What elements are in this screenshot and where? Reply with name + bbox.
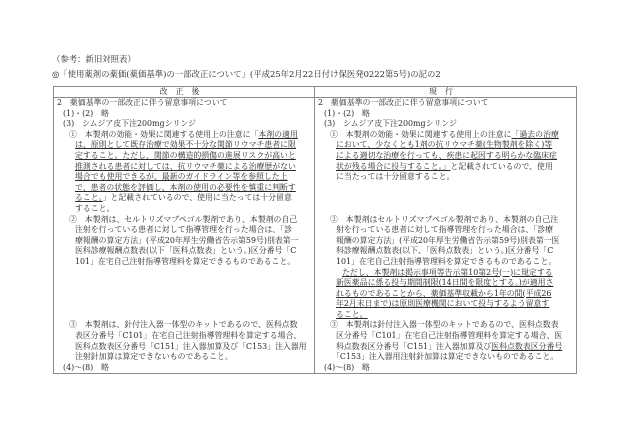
section-heading: 2 薬価基準の一部改正に伴う留意事項について	[57, 98, 228, 107]
omitted-items-4-8: (4)～(8) 略	[63, 362, 110, 372]
current-column	[315, 98, 577, 374]
header-current: 現行	[315, 87, 577, 98]
point1-current: ① 本製剤の効能・効果に関連する使用上の注意に「過去の治療 において、少なくとも1剤の抗リウマチ薬(生物製剤を除く)等 による適切な治療を行っても、疾患に起因する明らかな臨床症 状が残る場合に投与すること。」と記載されているので、使用 に当たっては十分留意すること。	[330, 129, 559, 182]
header-after: 改正後	[54, 87, 315, 98]
content-row	[54, 98, 577, 374]
point3-after: ③ 本製剤は、針付注入器一体型のキットであるので、医科点数 表区分番号「C101」在宅自己注射指導管理料を算定する場合、 医科点数表区分番号「C151」注入器加算及び「C153」注入器用 注射針加算は算定できないものであること。	[69, 320, 307, 362]
reference-label: （参考：新旧対照表）	[52, 54, 136, 64]
point1-after: ① 本製剤の効能・効果に関連する使用上の注意に「本剤の適用 は、原則として既存治療で効果不十分な関節リウマチ患者に限 定すること。ただし、関節の構造的損傷の進展リスクが高いと 推測される患者に対しては、抗リウマチ薬による治療歴がない 場合でも使用できるが、最新のガイドライン等を参照した上 で、患者の状態を評価し、本剤の使用の必要性を慎重に判断す ること。」と記載されているので、使用に当たっては十分留意 すること。	[69, 129, 298, 213]
document-title: ◎「使用薬剤の薬価(薬価基準)の一部改正について」(平成25年2月22日付け保医発0222第5号)の記の2	[52, 69, 441, 79]
omitted-items-1-2: (1)・(2) 略	[324, 108, 371, 118]
item3-title: (3) シムジア皮下注200mgシリンジ	[63, 119, 196, 129]
after-column	[54, 98, 315, 374]
omitted-items-1-2: (1)・(2) 略	[63, 108, 110, 118]
item3-title: (3) シムジア皮下注200mgシリンジ	[324, 119, 457, 129]
header-row	[54, 87, 577, 98]
omitted-items-4-8: (4)～(8) 略	[324, 362, 371, 372]
point2-current: ② 本製剤はセルトリズマブペゴル製剤であり、本製剤の自己注 射を行っている患者に対して指導管理を行った場合は、「診療 報酬の算定方法」(平成20年厚生労働省告示第59号)別表第一医 科診療報酬点数表(以下、「医科点数表」という。)区分番号「C 101」在宅自己注射指導管理料を算定できるものであること。 ただし、本製剤は掲示事項等告示第10第2号(一)に規定する 新医薬品に係る投与期間制限(14日間を限度とする。)が適用さ れるものであることから、薬価基準収載から1年の間(平成26 年2月末日まで)は原則医療機関において投与するよう留意す ること。	[330, 214, 560, 319]
point3-current: ③ 本製剤は針付注入器一体型のキットであるので、医科点数表 区分番号「C101」在宅自己注射指導管理料を算定する場合、医 科点数表区分番号「C151」注入器加算及び医科点数表区分番号 「C153」注入器用注射針加算は算定できないものであること。	[330, 320, 563, 362]
comparison-table	[53, 86, 577, 374]
point2-after: ② 本製剤は、セルトリズマブペゴル製剤であり、本製剤の自己 注射を行っている患者に対して指導管理を行った場合は、「診 療報酬の算定方法」(平成20年厚生労働省告示第59号)別表第一 医科診療報酬点数表(以下「医科点数表」という。)区分番号「C 101」在宅自己注射指導管理料を算定できるものであること。	[69, 214, 299, 266]
section-heading: 2 薬価基準の一部改正に伴う留意事項について	[318, 98, 489, 107]
